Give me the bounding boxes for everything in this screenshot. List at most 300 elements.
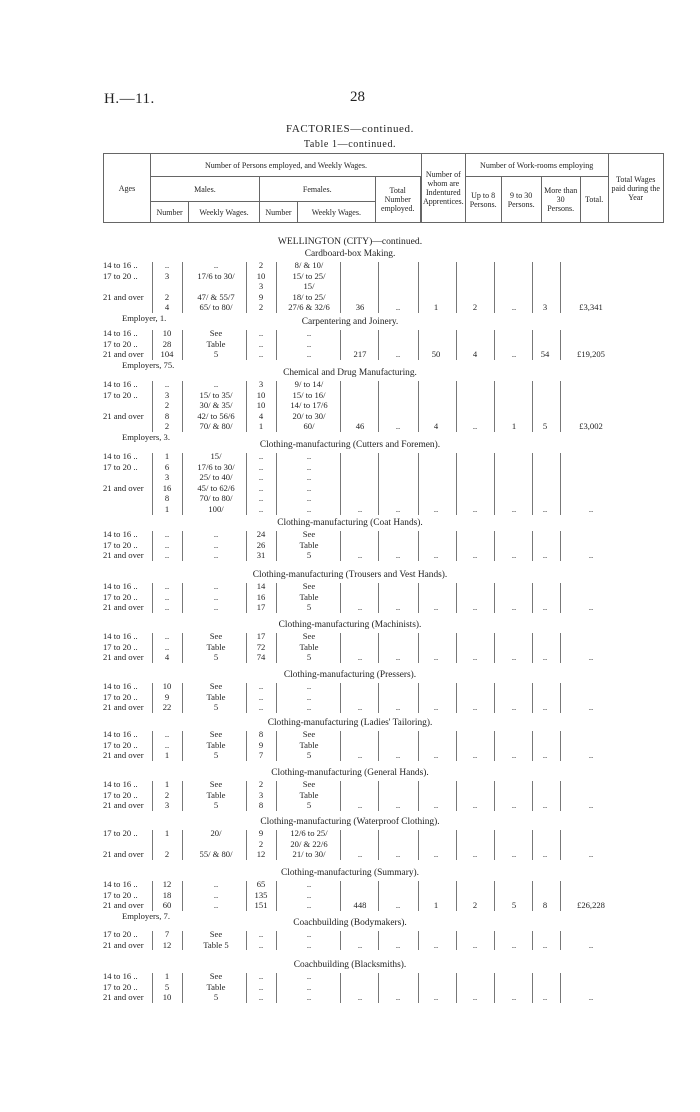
column-rule [276, 453, 277, 515]
column-rule [456, 931, 457, 950]
column-rule [340, 633, 341, 663]
column-rule [378, 683, 379, 713]
column-rule [418, 583, 419, 613]
cell-mw: Table [206, 691, 226, 702]
cell-mn: 8 [164, 493, 170, 504]
column-rule [276, 973, 277, 1003]
cell-fn: 31 [256, 550, 266, 561]
section-heading: Coachbuilding (Blacksmiths). [293, 960, 407, 970]
total-wr: 8 [542, 900, 548, 911]
column-rule [418, 731, 419, 761]
cell-mw: 20/ [210, 828, 222, 838]
cell-age: 17 to 20 .. [103, 461, 138, 472]
total-total: .. [357, 652, 363, 663]
column-rule [494, 453, 495, 515]
cell-mn: .. [164, 602, 170, 613]
total-total: .. [357, 800, 363, 811]
cell-fw: 5 [306, 800, 312, 811]
cell-age: 14 to 16 .. [103, 529, 138, 539]
column-rule [418, 381, 419, 432]
column-rule [182, 381, 183, 432]
column-rule [418, 683, 419, 713]
column-rule [152, 381, 153, 432]
total-n9_30: .. [472, 550, 478, 561]
cell-mn: 4 [164, 302, 170, 313]
cell-fn: .. [258, 929, 264, 939]
column-rule [276, 931, 277, 950]
cell-age: 17 to 20 .. [103, 691, 138, 702]
total-total: 46 [355, 421, 365, 432]
column-rule [456, 781, 457, 811]
total-app: .. [395, 504, 401, 514]
cell-fw: 20/ to 30/ [292, 410, 326, 421]
column-rule [276, 683, 277, 713]
cell-age: 14 to 16 .. [103, 328, 138, 338]
total-wr: .. [542, 939, 548, 950]
column-rule [182, 633, 183, 663]
total-wr: .. [542, 800, 548, 811]
total-app: .. [395, 652, 401, 663]
cell-mn: 10 [162, 681, 172, 691]
column-rule [340, 453, 341, 515]
total-wr: 5 [542, 421, 548, 432]
column-rule [456, 531, 457, 561]
cell-fw: See [302, 529, 316, 539]
total-n9_30: .. [472, 750, 478, 761]
cell-fw: 5 [306, 550, 312, 561]
cell-mw: 5 [213, 800, 219, 811]
column-rule [152, 633, 153, 663]
column-rule [494, 583, 495, 613]
total-total: .. [357, 992, 363, 1003]
header-more-than-30: More than 30 Persons. [541, 177, 580, 223]
total-n9_30: .. [472, 421, 478, 432]
total-wr: .. [542, 550, 548, 561]
section-heading: Clothing-manufacturing (General Hands). [271, 768, 429, 778]
column-rule [560, 973, 561, 1003]
total-gt30: .. [511, 504, 517, 514]
cell-mw: .. [213, 581, 219, 591]
total-up8: .. [433, 702, 439, 713]
cell-fw: See [302, 631, 316, 641]
cell-mn: 12 [162, 879, 172, 889]
cell-fw: .. [306, 461, 312, 472]
cell-fn: 16 [256, 591, 266, 602]
cell-mn: .. [164, 550, 170, 561]
column-rule [456, 330, 457, 360]
column-rule [532, 973, 533, 1003]
section-heading: Clothing-manufacturing (Summary). [281, 868, 419, 878]
column-rule [276, 381, 277, 432]
total-up8: .. [433, 849, 439, 860]
cell-age: 14 to 16 .. [103, 879, 138, 889]
column-rule [152, 830, 153, 860]
column-rule [152, 731, 153, 761]
cell-mw: .. [213, 379, 219, 389]
header-up-to-8: Up to 8 Persons. [465, 177, 501, 223]
column-rule [340, 781, 341, 811]
cell-mn: .. [164, 641, 170, 652]
cell-fw: Table [299, 789, 319, 800]
cell-fn: 72 [256, 641, 266, 652]
cell-age: 14 to 16 .. [103, 451, 138, 461]
cell-mn: 2 [164, 789, 170, 800]
column-rule [418, 453, 419, 515]
cell-mw: Table [206, 981, 226, 992]
total-n9_30: 2 [472, 302, 478, 313]
cell-mw: 5 [213, 652, 219, 663]
cell-fw: 14/ to 17/6 [290, 400, 328, 411]
section-heading: Chemical and Drug Manufacturing. [283, 368, 417, 378]
total-app: .. [395, 702, 401, 713]
cell-fw: 5 [306, 750, 312, 761]
cell-age: 14 to 16 .. [103, 779, 138, 789]
total-total: 448 [353, 900, 367, 911]
column-rule [532, 453, 533, 515]
cell-mw: 15/ to 35/ [199, 389, 233, 400]
cell-mw: 55/ & 80/ [199, 849, 233, 860]
total-wages: .. [588, 750, 594, 761]
cell-fw: 15/ to 16/ [292, 389, 326, 400]
column-rule [532, 731, 533, 761]
cell-age: 21 and over [103, 291, 144, 302]
column-rule [276, 781, 277, 811]
column-rule [276, 330, 277, 360]
cell-mw: See [209, 729, 223, 739]
cell-mn: 4 [164, 652, 170, 663]
cell-mn: 10 [162, 328, 172, 338]
cell-fn: 2 [258, 838, 264, 849]
page-reference: H.—11. [104, 91, 155, 107]
column-rule [560, 453, 561, 515]
cell-mn: 7 [164, 929, 170, 939]
total-gt30: .. [511, 550, 517, 561]
total-wr: .. [542, 849, 548, 860]
cell-mn: 5 [164, 981, 170, 992]
column-rule [276, 633, 277, 663]
column-rule [456, 973, 457, 1003]
column-rule [182, 830, 183, 860]
column-rule [182, 731, 183, 761]
header-workroom-total: Total. [580, 177, 608, 223]
cell-mw: 70/ & 80/ [199, 421, 233, 432]
total-wages: £19,205 [577, 349, 605, 360]
cell-fw: 60/ [303, 421, 315, 432]
cell-fn: 10 [256, 389, 266, 400]
column-rule [246, 633, 247, 663]
cell-fw: 18/ to 25/ [292, 291, 326, 302]
header-total-wages: Total Wages paid during the Year [608, 154, 663, 223]
cell-fw: 8/ & 10/ [294, 260, 324, 270]
column-rule [532, 633, 533, 663]
cell-mn: 22 [162, 702, 172, 713]
total-total: 217 [353, 349, 367, 360]
cell-fw: Table [299, 591, 319, 602]
cell-mw: Table [206, 739, 226, 750]
column-rule [456, 583, 457, 613]
total-up8: .. [433, 992, 439, 1003]
cell-fn: .. [258, 338, 264, 349]
cell-age: 21 and over [103, 482, 144, 493]
total-app: .. [395, 750, 401, 761]
column-rule [494, 830, 495, 860]
cell-fw: .. [306, 971, 312, 981]
table-title: FACTORIES—continued. [285, 123, 414, 135]
cell-mw: .. [213, 591, 219, 602]
total-gt30: .. [511, 652, 517, 663]
column-rule [456, 381, 457, 432]
cell-mn: 3 [164, 800, 170, 811]
cell-age: 17 to 20 .. [103, 338, 138, 349]
cell-mw: .. [213, 529, 219, 539]
cell-fn: .. [258, 472, 264, 483]
total-up8: 50 [431, 349, 441, 360]
total-app: .. [395, 992, 401, 1003]
column-rule [560, 781, 561, 811]
header-apprentices: Number of whom are Indentured Apprentices. [422, 154, 466, 223]
total-gt30: .. [511, 939, 517, 950]
cell-mn: 3 [164, 389, 170, 400]
cell-age: 21 and over [103, 410, 144, 421]
employers-note: Employers, 3. [122, 432, 170, 442]
cell-age: 14 to 16 .. [103, 729, 138, 739]
cell-age: 21 and over [103, 900, 144, 911]
column-rule [182, 330, 183, 360]
header-females: Females. [259, 177, 375, 202]
column-rule [152, 931, 153, 950]
cell-mw: 30/ & 35/ [199, 400, 233, 411]
cell-fn: 74 [256, 652, 266, 663]
table-header [103, 153, 664, 223]
column-rule [246, 781, 247, 811]
cell-age: 17 to 20 .. [103, 539, 138, 550]
cell-fn: 7 [258, 750, 264, 761]
column-rule [560, 731, 561, 761]
cell-fn: .. [258, 971, 264, 981]
total-wr: .. [542, 750, 548, 761]
column-rule [560, 881, 561, 911]
cell-fn: 17 [256, 631, 266, 641]
cell-age: 21 and over [103, 992, 144, 1003]
cell-fw: .. [306, 879, 312, 889]
total-app: .. [395, 421, 401, 432]
cell-fw: 27/6 & 32/6 [288, 302, 330, 313]
total-gt30: .. [511, 302, 517, 313]
column-rule [418, 881, 419, 911]
cell-fw: .. [306, 702, 312, 713]
page-number: 28 [350, 89, 365, 105]
cell-fn: 2 [258, 302, 264, 313]
cell-fn: .. [258, 992, 264, 1003]
total-total: .. [357, 602, 363, 613]
section-heading: Clothing-manufacturing (Waterproof Clothing). [260, 817, 440, 827]
cell-fw: .. [306, 681, 312, 691]
column-rule [456, 633, 457, 663]
cell-fn: .. [258, 482, 264, 493]
total-up8: .. [433, 750, 439, 761]
column-rule [560, 262, 561, 313]
column-rule [246, 931, 247, 950]
column-rule [340, 531, 341, 561]
cell-mw: .. [213, 900, 219, 911]
cell-fw: .. [306, 472, 312, 483]
column-rule [560, 830, 561, 860]
cell-fn: 10 [256, 270, 266, 281]
column-rule [246, 731, 247, 761]
cell-mn: 60 [162, 900, 172, 911]
total-gt30: .. [511, 800, 517, 811]
cell-fn: 14 [256, 581, 266, 591]
cell-mn: .. [164, 739, 170, 750]
column-rule [276, 262, 277, 313]
total-n9_30: .. [472, 504, 478, 514]
cell-mw: See [209, 971, 223, 981]
column-rule [182, 973, 183, 1003]
column-rule [494, 781, 495, 811]
cell-fn: 10 [256, 400, 266, 411]
column-rule [182, 583, 183, 613]
total-n9_30: 4 [472, 349, 478, 360]
section-heading: Clothing-manufacturing (Pressers). [283, 670, 417, 680]
cell-mw: 65/ to 80/ [199, 302, 233, 313]
cell-mw: See [209, 328, 223, 338]
cell-mw: 15/ [210, 451, 222, 461]
cell-mw: 42/ to 56/6 [197, 410, 235, 421]
column-rule [418, 262, 419, 313]
column-rule [246, 830, 247, 860]
total-wages: .. [588, 652, 594, 663]
total-up8: .. [433, 652, 439, 663]
column-rule [276, 531, 277, 561]
total-n9_30: .. [472, 849, 478, 860]
cell-fn: 9 [258, 739, 264, 750]
total-up8: 1 [433, 900, 439, 911]
cell-age: 21 and over [103, 800, 144, 811]
column-rule [152, 781, 153, 811]
column-rule [378, 633, 379, 663]
cell-age: 17 to 20 .. [103, 389, 138, 400]
cell-fn: .. [258, 493, 264, 504]
column-rule [152, 881, 153, 911]
cell-fn: .. [258, 328, 264, 338]
total-wages: .. [588, 849, 594, 860]
total-wages: £3,002 [579, 421, 603, 432]
total-total: .. [357, 504, 363, 514]
cell-mw: Table [206, 789, 226, 800]
cell-mn: 12 [162, 939, 172, 950]
column-rule [532, 931, 533, 950]
total-n9_30: .. [472, 652, 478, 663]
cell-mn: 1 [164, 451, 170, 461]
total-app: .. [395, 900, 401, 911]
column-rule [246, 453, 247, 515]
section-heading: Carpentering and Joinery. [301, 317, 399, 327]
cell-mn: 6 [164, 461, 170, 472]
column-rule [456, 683, 457, 713]
cell-age: 21 and over [103, 849, 144, 860]
cell-mn: 28 [162, 338, 172, 349]
cell-fn: 8 [258, 800, 264, 811]
cell-fn: 9 [258, 828, 264, 838]
cell-mn: 9 [164, 691, 170, 702]
cell-fw: 15/ to 25/ [292, 270, 326, 281]
total-wages: .. [588, 702, 594, 713]
total-total: 36 [355, 302, 365, 313]
total-gt30: 1 [511, 421, 517, 432]
header-total-employed: Total Number employed. [375, 177, 420, 223]
section-heading: Clothing-manufacturing (Trousers and Vest Hands). [252, 570, 448, 580]
column-rule [246, 583, 247, 613]
cell-mn: 1 [164, 828, 170, 838]
cell-mn: 8 [164, 410, 170, 421]
cell-fw: Table [299, 641, 319, 652]
cell-fn: 3 [258, 281, 264, 292]
column-rule [246, 531, 247, 561]
column-rule [276, 830, 277, 860]
column-rule [560, 633, 561, 663]
total-app: .. [395, 849, 401, 860]
column-rule [532, 830, 533, 860]
cell-age: 17 to 20 .. [103, 828, 138, 838]
cell-mn: 18 [162, 889, 172, 900]
cell-fn: 2 [258, 779, 264, 789]
total-total: .. [357, 750, 363, 761]
section-heading: Clothing-manufacturing (Ladies' Tailoring). [267, 718, 433, 728]
cell-fn: .. [258, 691, 264, 702]
column-rule [246, 330, 247, 360]
column-rule [378, 381, 379, 432]
table-subtitle: Table 1—continued. [303, 139, 397, 150]
total-gt30: 5 [511, 900, 517, 911]
cell-fw: 9/ to 14/ [294, 379, 324, 389]
column-rule [494, 330, 495, 360]
total-wages: £26,228 [577, 900, 605, 911]
cell-age: 14 to 16 .. [103, 581, 138, 591]
cell-age: 17 to 20 .. [103, 270, 138, 281]
total-up8: .. [433, 800, 439, 811]
total-n9_30: 2 [472, 900, 478, 911]
header-ages: Ages [104, 154, 151, 223]
column-rule [456, 262, 457, 313]
cell-mw: .. [213, 550, 219, 561]
cell-age: 17 to 20 .. [103, 981, 138, 992]
cell-fn: .. [258, 461, 264, 472]
cell-age: 14 to 16 .. [103, 379, 138, 389]
column-rule [494, 262, 495, 313]
total-total: .. [357, 702, 363, 713]
cell-age: 21 and over [103, 550, 144, 561]
cell-fw: See [302, 779, 316, 789]
column-rule [182, 683, 183, 713]
total-wages: .. [588, 550, 594, 561]
cell-mn: 2 [164, 421, 170, 432]
cell-fw: .. [306, 482, 312, 493]
column-rule [340, 931, 341, 950]
total-app: .. [395, 800, 401, 811]
total-wr: .. [542, 504, 548, 514]
column-rule [532, 262, 533, 313]
cell-age: 17 to 20 .. [103, 591, 138, 602]
total-wages: .. [588, 800, 594, 811]
cell-mn: .. [164, 260, 170, 270]
cell-fn: 65 [256, 879, 266, 889]
column-rule [152, 330, 153, 360]
column-rule [246, 683, 247, 713]
cell-fn: .. [258, 504, 264, 514]
cell-fw: 15/ [303, 281, 315, 292]
cell-mn: 1 [164, 779, 170, 789]
column-rule [246, 262, 247, 313]
